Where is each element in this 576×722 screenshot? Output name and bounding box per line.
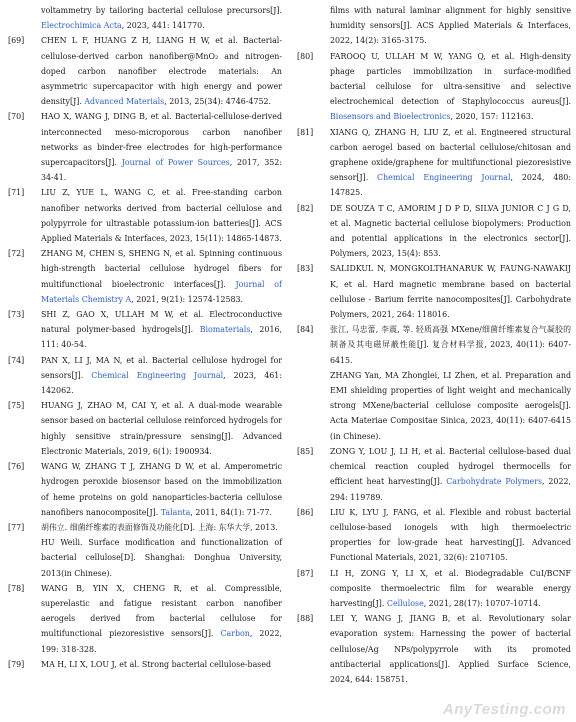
reference-77-english: HU Weili. Surface modification and functionalization of bacterial cellulose[D]. Shanghai: Donghua University, 2013(in Chinese). [41,538,282,578]
reference-70: [70] HAO X, WANG J, DING B, et al. Bacterial-cellulose-derived interconnected meso-microporous carbon nanofiber networks as binder-free electrodes for high-performance supercapacitors[J]. Journal of Power Sources, 2017, 352: 34-41. [8,112,282,183]
reference-74: [74] PAN X, LI J, MA N, et al. Bacterial cellulose hydrogel for sensors[J]. Chemical Engineering Journal, 2023, 461: 142062. [8,355,282,396]
reference-81: [81] XIANG Q, ZHANG H, LIU Z, et al. Engineered structural carbon aerogel based on bacterial cellulose/chitosan and graphene oxide/graphene for multifunctional piezoresistive sensor[J]. Chemical Engineering Journal, 2024, 480: 147825. [297,127,571,198]
reference-84-english: ZHANG Yan, MA Zhonglei, LI Zhen, et al. Preparation and EMI shielding properties of light weight and mechanically strong MXene/bacterial cellulose composite aerogels[J]. Acta Materiae Compositae Sinica, 2023, 40(11): 6407-6415 (in Chinese). [330,370,571,441]
journal-link[interactable]: Chemical Engineering Journal [91,370,224,380]
reference-78: [78] WANG B, YIN X, CHENG R, et al. Compressible, superelastic and fatigue resistant carbon nanofiber aerogels derived from bacterial cellulose for multifunctional piezoresistive sensors[J]. Carbon, 2022, 199: 318-328. [8,583,282,654]
reference-76: [76] WANG W, ZHANG T J, ZHANG D W, et al. Amperometric hydrogen peroxide biosensor based on the immobilization of heme proteins on gold nanoparticles-bacteria cellulose nanofibers nanocomposite[J]. Talanta, 2011, 84(1): 71-77. [8,462,282,517]
right-column [297,3,571,687]
reference-73: [73] SHI Z, GAO X, ULLAH M W, et al. Electroconductive natural polymer-based hydrogels[J]. Biomaterials, 2016, 111: 40-54. [8,310,282,350]
journal-link[interactable]: Advanced Materials [84,97,165,107]
reference-75: [75] HUANG J, ZHAO M, CAI Y, et al. A dual-mode wearable sensor based on bacterial cellulose reinforced hydrogels for highly sensitive strain/pressure sensing[J]. Advanced Electronic Materials, 2019, 6(1): 1900934. [8,401,282,456]
journal-link[interactable]: Cellulose [386,598,424,608]
reference-87: [87] LI H, ZONG Y, LI X, et al. Biodegradable CuI/BCNF composite thermoelectric film for wearable energy harvesting[J]. Cellulose, 2021, 28(17): 10707-10714. [297,568,571,608]
journal-link[interactable]: Journal of Materials Chemistry A [41,279,282,304]
reference-continuation: voltammetry by tailoring bacterial cellulose precursors[J]. Electrochimica Acta, 2023, 441: 141770. [41,6,282,31]
journal-link[interactable]: Biomaterials [199,325,251,335]
reference-77: [77] 胡伟立. 细菌纤维素的表面修饰及功能化[D]. 上海: 东华大学, 2013. [8,522,278,532]
reference-69: [69] CHEN L F, HUANG Z H, LIANG H W, et al. Bacterial-cellulose-derived carbon nanofiber@MnO₂ and nitrogen-doped carbon nanofiber electrode materials: An asymmetric supercapacitor with high energy and power density[J]. Advanced Materials, 2013, 25(34): 4746-4752. [8,36,282,107]
reference-72: [72] ZHANG M, CHEN S, SHENG N, et al. Spinning continuous high-strength bacterial cellulose hydrogel fibers for multifunctional bioelectronic interfaces[J]. Journal of Materials Chemistry A, 2021, 9(21): 12574-12583. [8,249,282,304]
watermark: AnyTesting.com [442,701,566,718]
journal-link[interactable]: Carbon [220,629,250,639]
reference-83: [83] SALIDKUL N, MONGKOLTHANARUK W, FAUNG-NAWAKIJ K, et al. Hard magnetic membrane based on bacterial cellulose - Barium ferrite nanocomposites[J]. Carbohydrate Polymers, 2021, 264: 118016. [297,264,571,320]
journal-link[interactable]: Biosensors and Bioelectronics [330,112,451,122]
journal-link[interactable]: Talanta [160,507,191,517]
reference-82: [82] DE SOUZA T C, AMORIM J D P D, SILVA JUNIOR C J G D, et al. Magnetic bacterial cellulose biopolymers: Production and potential applications in the electronics sector[J]. Polymers, 2023, 15(4): 853. [297,203,571,259]
reference-71: [71] LIU Z, YUE L, WANG C, et al. Free-standing carbon nanofiber networks derived from bacterial cellulose and polypyrrole for ultrastable potassium-ion batteries[J]. ACS Applied Materials & Interfaces, 2023, 15(11): 14865-14873. [8,188,282,244]
reference-85: [85] ZONG Y, LOU J, LI H, et al. Bacterial cellulose-based dual chemical reaction coupled hydrogel thermocells for efficient heat harvesting[J]. Carbohydrate Polymers, 2022, 294: 119789. [297,446,571,502]
journal-link[interactable]: Carbohydrate Polymers [446,477,543,487]
reference-80: [80] FAROOQ U, ULLAH M W, YANG Q, et al. High-density phage particles immobilization in surface-modified bacterial cellulose for ultra-sensitive and selective electrochemical detection of Staphylococcus aureus[J]. Biosensors and Bioelectronics, 2020, 157: 112163. [297,51,571,122]
journal-link[interactable]: Chemical Engineering Journal [377,173,511,183]
reference-86: [86] LIU K, LYU J, FANG, et al. Flexible and robust bacterial cellulose-based ionogels with high thermoelectric properties for low-grade heat harvesting[J]. Advanced Functional Materials, 2021, 32(6): 2107105. [297,507,571,563]
journal-link[interactable]: Journal of Power Sources [121,158,230,168]
reference-79: [79] MA H, LI X, LOU J, et al. Strong bacterial cellulose-based [8,659,272,669]
reference-continuation: films with natural laminar alignment for highly sensitive humidity sensors[J]. ACS Applied Materials & Interfaces, 2022, 14(2): 3165-3175. [330,6,571,46]
reference-84: [84] 张江, 马忠蕾, 李震, 等. 轻质高强 MXene/细菌纤维素复合气凝胶的制备及其电磁屏蔽性能[J]. 复合材料学报, 2023, 40(11): 6407-6415. [297,325,571,365]
journal-link[interactable]: Electrochimica Acta [41,21,122,31]
reference-88: [88] LEI Y, WANG J, JIANG B, et al. Revolutionary solar evaporation system: Harnessing the power of bacterial cellulose/Ag NPs/polypyrrole with its promoted antibacterial applications[J]. Applied Surface Science, 2024, 644: 158751. [297,614,571,684]
left-column [8,3,282,672]
